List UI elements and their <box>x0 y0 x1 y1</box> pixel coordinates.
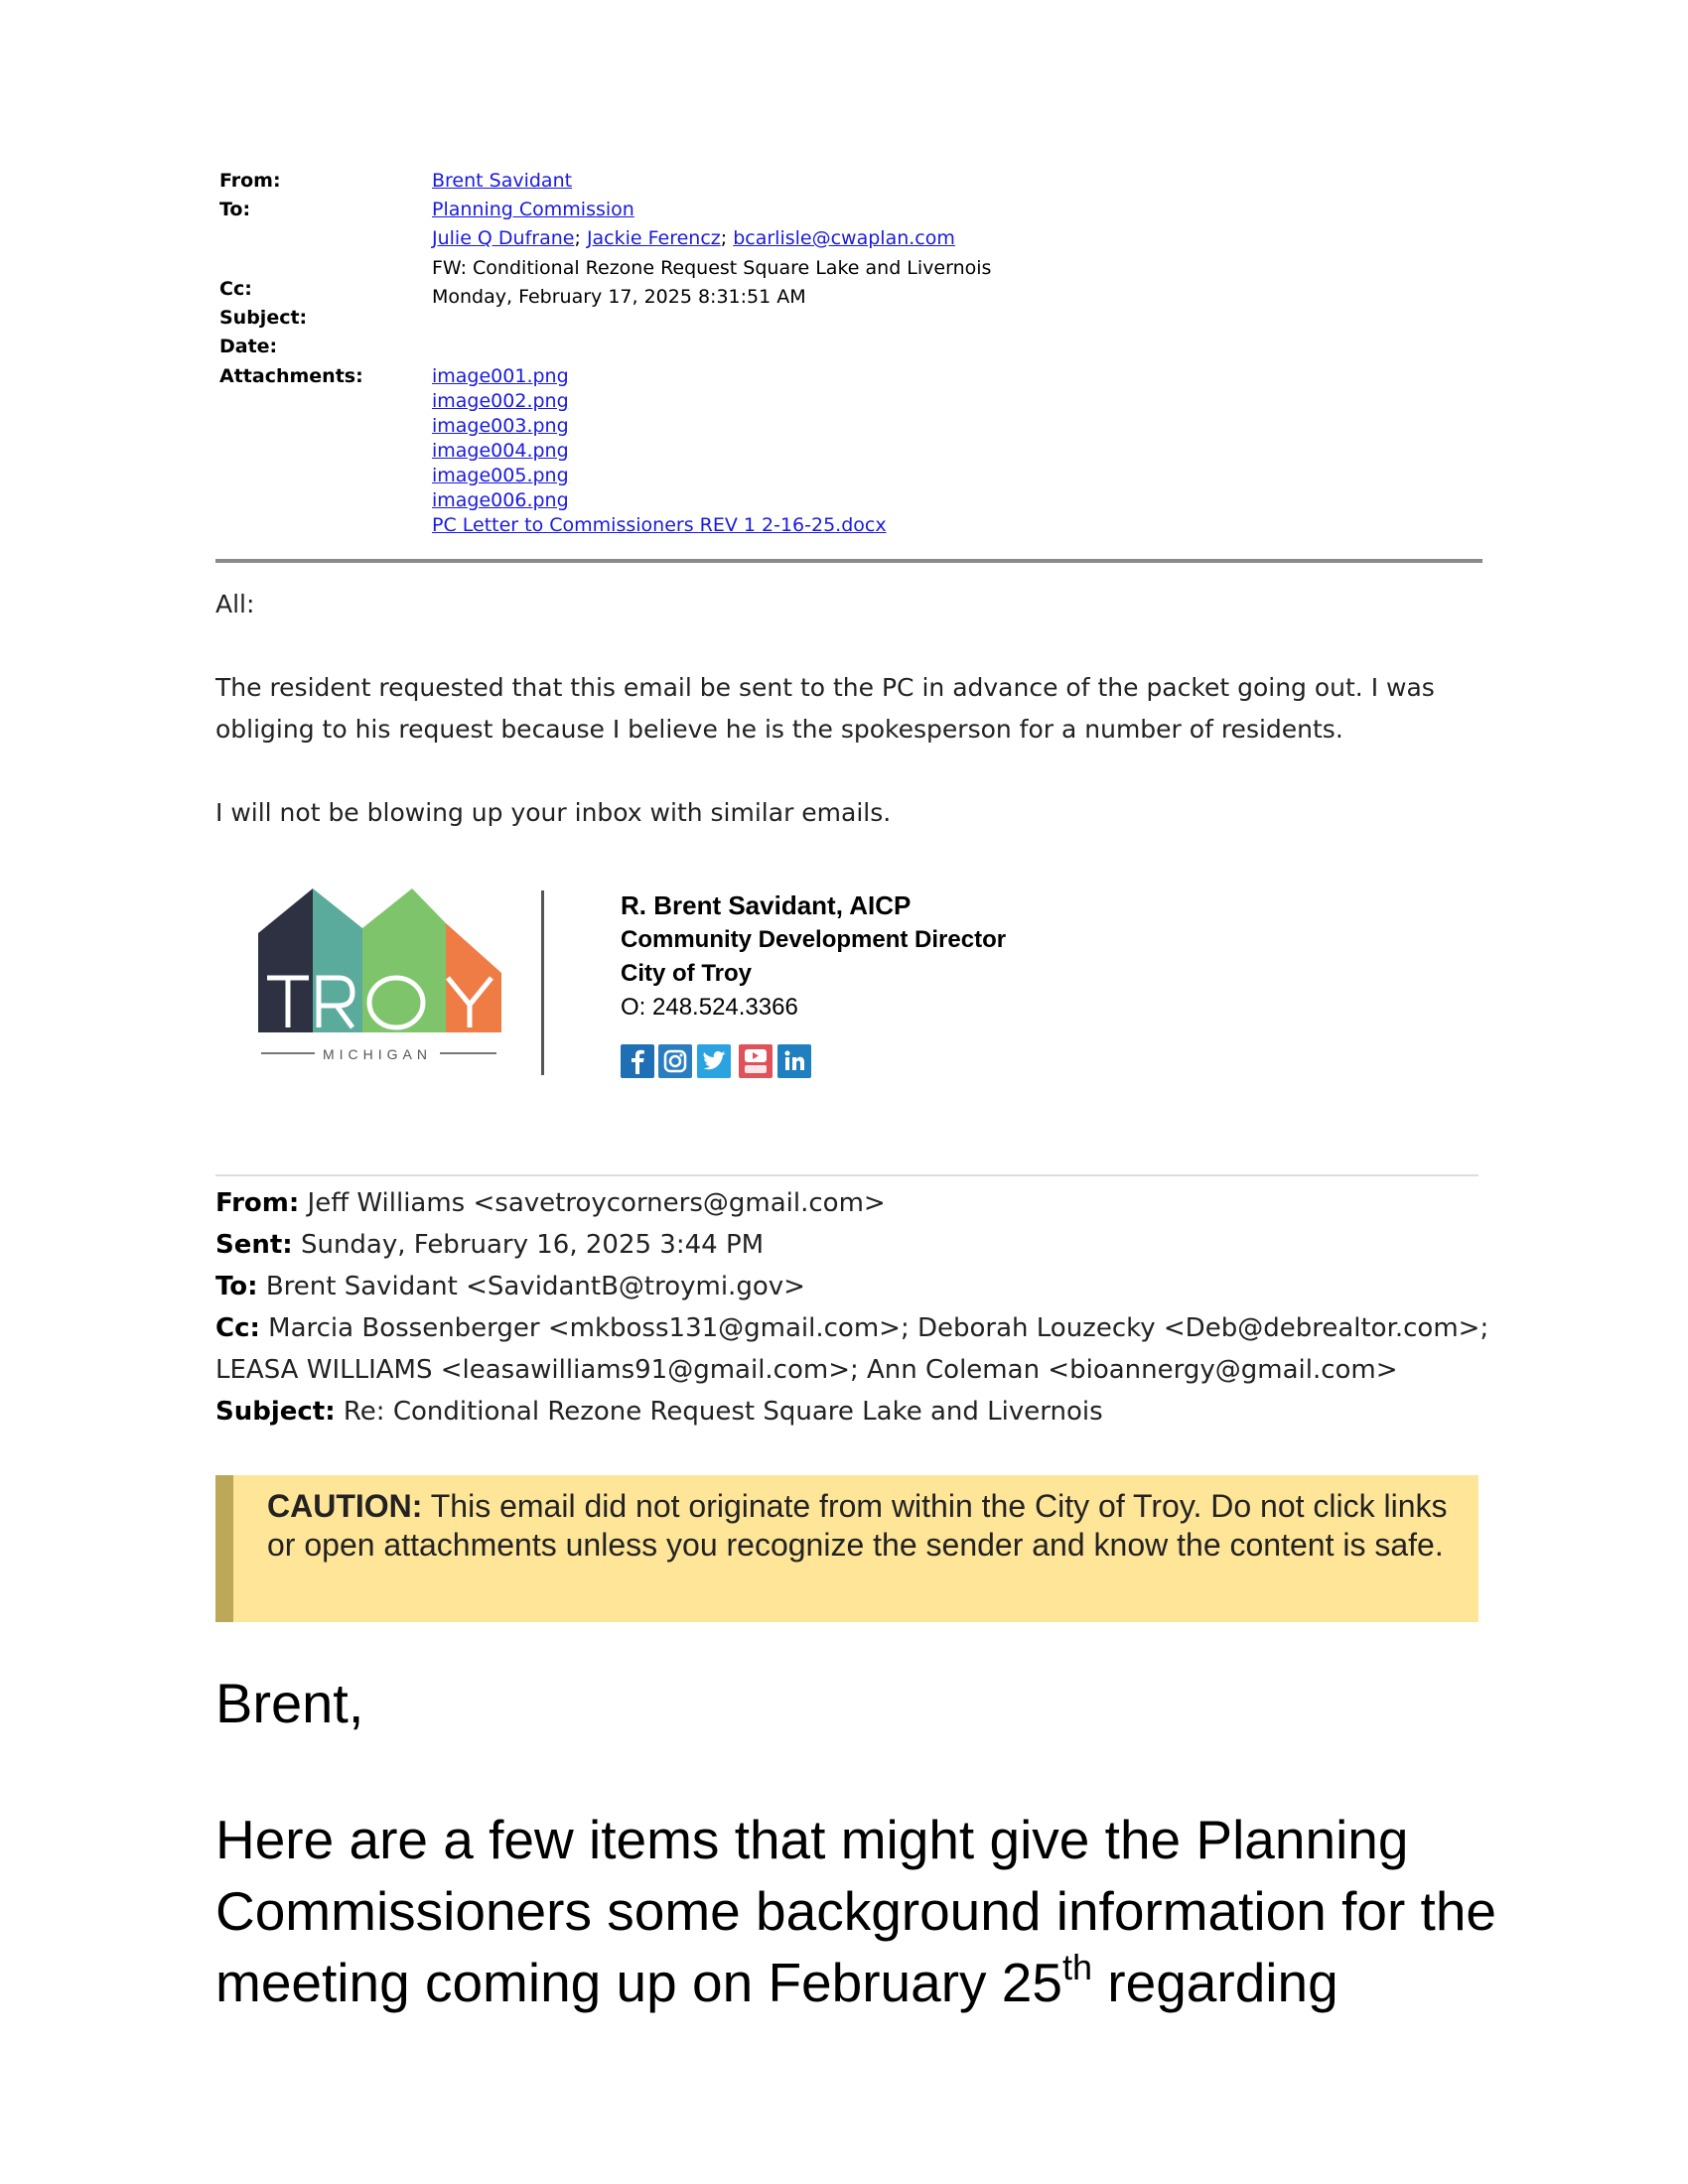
attachment-link[interactable]: image006.png <box>432 489 569 511</box>
logo-subtext: MICHIGAN <box>323 1046 432 1062</box>
forwarded-from-value: Jeff Williams <savetroycorners@gmail.com> <box>307 1188 886 1218</box>
linkedin-icon[interactable] <box>777 1044 811 1078</box>
cc-link-carlisle[interactable]: bcarlisle@cwaplan.com <box>733 227 955 249</box>
caution-label: CAUTION: <box>267 1488 423 1524</box>
caution-text: This email did not originate from within the City of Troy. Do not click links or open attachments unless you recognize the sender and know the content is safe. <box>267 1488 1448 1563</box>
from-label: From: <box>219 170 281 192</box>
facebook-icon[interactable] <box>621 1044 654 1078</box>
forwarded-subject <box>215 1397 1103 1427</box>
forwarded-to-value: Brent Savidant <SavidantB@troymi.gov> <box>265 1272 805 1301</box>
from-link[interactable]: Brent Savidant <box>432 170 573 192</box>
body-paragraph: I will not be blowing up your inbox with similar emails. <box>215 798 892 827</box>
body-paragraph: The resident requested that this email be sent to the PC in advance of the packet going out. I was obliging to his request because I believe he is the spokesperson for a number of residents. <box>215 673 1435 744</box>
attachment-link[interactable]: image004.png <box>432 440 569 462</box>
signature-phone: O: 248.524.3366 <box>621 994 798 1021</box>
message-greeting: Brent, <box>215 1672 364 1734</box>
to-label: To: <box>219 199 251 220</box>
cc-link-ferencz[interactable]: Jackie Ferencz <box>586 227 721 249</box>
caution-banner <box>215 1475 1478 1622</box>
message-text: Here are a few items that might give the Planning Commissioners some background information for the meeting coming up on February 25 <box>215 1809 1497 2013</box>
forwarded-from <box>215 1188 886 1218</box>
instagram-icon[interactable] <box>658 1044 692 1078</box>
forwarded-cc-value: Marcia Bossenberger <mkboss131@gmail.com>; Deborah Louzecky <Deb@debrealtor.com>; <box>268 1313 1489 1343</box>
cc-separator: ; <box>574 227 587 249</box>
forwarded-to-label: To: <box>215 1272 258 1301</box>
attachment-link[interactable]: image003.png <box>432 415 569 437</box>
signature-org: City of Troy <box>621 960 753 987</box>
message-paragraph <box>215 1804 1496 2018</box>
twitter-icon[interactable] <box>697 1044 731 1078</box>
forwarded-sent-label: Sent: <box>215 1230 293 1260</box>
attachment-link[interactable]: image005.png <box>432 465 569 486</box>
attachments-label: Attachments: <box>219 365 363 387</box>
troy-logo <box>253 884 511 1077</box>
salutation: All: <box>215 590 255 618</box>
caution-message <box>267 1487 1464 1565</box>
cc-separator: ; <box>720 227 734 249</box>
forwarded-sent-value: Sunday, February 16, 2025 3:44 PM <box>300 1230 765 1260</box>
header-divider <box>215 559 1482 563</box>
signature-divider <box>541 890 544 1075</box>
forwarded-cc <box>215 1313 1488 1343</box>
date-value: Monday, February 17, 2025 8:31:51 AM <box>432 286 806 308</box>
attachment-link[interactable]: image002.png <box>432 390 569 412</box>
message-text-end: regarding <box>1092 1952 1338 2013</box>
youtube-icon[interactable] <box>739 1044 773 1078</box>
forwarded-sent <box>215 1230 764 1260</box>
forwarded-to <box>215 1272 805 1301</box>
cc-link-dufrane[interactable]: Julie Q Dufrane <box>432 227 575 249</box>
forwarded-cc-label: Cc: <box>215 1313 260 1343</box>
forwarded-cc-continued: LEASA WILLIAMS <leasawilliams91@gmail.com>; Ann Coleman <bioannergy@gmail.com> <box>215 1355 1398 1385</box>
forwarded-from-label: From: <box>215 1188 300 1218</box>
forwarded-divider <box>215 1174 1478 1176</box>
date-label: Date: <box>219 336 278 357</box>
message-superscript: th <box>1061 1947 1093 1987</box>
subject-label: Subject: <box>219 307 308 329</box>
caution-accent-bar <box>215 1475 233 1622</box>
signature-title: Community Development Director <box>621 926 1007 953</box>
forwarded-subject-value: Re: Conditional Rezone Request Square Lake and Livernois <box>343 1397 1103 1427</box>
cc-recipients <box>432 227 955 249</box>
subject-value: FW: Conditional Rezone Request Square Lake and Livernois <box>432 257 992 279</box>
forwarded-subject-label: Subject: <box>215 1397 336 1427</box>
attachment-link[interactable]: image001.png <box>432 365 569 387</box>
signature-name: R. Brent Savidant, AICP <box>621 890 912 920</box>
attachment-link[interactable]: PC Letter to Commissioners REV 1 2-16-25.docx <box>432 514 887 536</box>
to-link[interactable]: Planning Commission <box>432 199 634 220</box>
cc-label: Cc: <box>219 278 252 300</box>
